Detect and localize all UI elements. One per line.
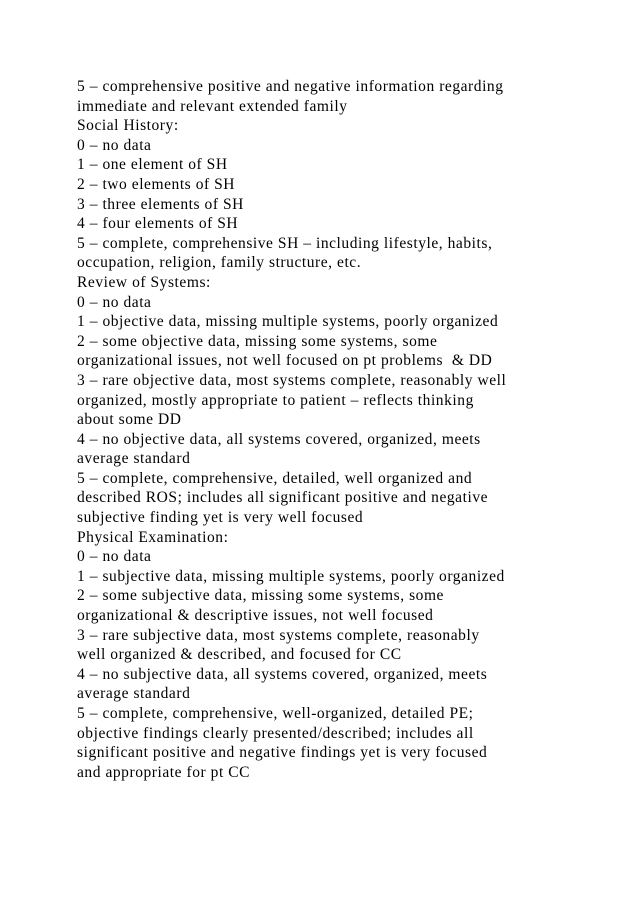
text-line: 2 – some subjective data, missing some systems, some xyxy=(77,587,444,605)
text-line: described ROS; includes all significant positive and negative xyxy=(77,489,489,507)
text-line: 0 – no data xyxy=(77,136,152,154)
text-line: and appropriate for pt CC xyxy=(77,763,251,781)
text-line: 2 – some objective data, missing some systems, some xyxy=(77,332,438,350)
text-line: organizational & descriptive issues, not well focused xyxy=(77,607,434,625)
text-line: 4 – no subjective data, all systems covered, organized, meets xyxy=(77,665,488,683)
text-line: 3 – rare subjective data, most systems complete, reasonably xyxy=(77,626,480,644)
text-line: 0 – no data xyxy=(77,548,152,566)
text-line: 5 – complete, comprehensive, well-organized, detailed PE; xyxy=(77,705,474,722)
text-line: objective findings clearly presented/described; includes all xyxy=(77,724,474,742)
text-line: 1 – one element of SH xyxy=(77,156,228,174)
text-line: organizational issues, not well focused on pt problems & DD xyxy=(77,352,493,370)
text-line: 5 – complete, comprehensive SH – including lifestyle, habits, xyxy=(77,234,493,252)
text-line: immediate and relevant extended family xyxy=(77,97,348,115)
text-line: occupation, religion, family structure, etc. xyxy=(77,254,362,272)
text-line: well organized & described, and focused for CC xyxy=(77,646,402,664)
text-line: 5 – comprehensive positive and negative information regarding xyxy=(77,78,504,95)
text-line: 5 – complete, comprehensive, detailed, well organized and xyxy=(77,469,473,487)
text-line: about some DD xyxy=(77,411,182,429)
text-line: average standard xyxy=(77,685,191,703)
text-line: 2 – two elements of SH xyxy=(77,175,236,193)
text-line: 4 – no objective data, all systems covered, organized, meets xyxy=(77,430,481,448)
section-heading-social-history: Social History: xyxy=(77,117,179,135)
text-line: 1 – objective data, missing multiple systems, poorly organized xyxy=(77,313,499,331)
section-heading-physical-examination: Physical Examination: xyxy=(77,528,229,546)
document-page xyxy=(77,77,617,782)
text-line: 1 – subjective data, missing multiple systems, poorly organized xyxy=(77,567,505,585)
text-line: 3 – three elements of SH xyxy=(77,195,244,213)
text-line: 4 – four elements of SH xyxy=(77,215,239,233)
text-line: significant positive and negative findings yet is very focused xyxy=(77,744,488,762)
text-line: average standard xyxy=(77,450,191,468)
section-heading-review-of-systems: Review of Systems: xyxy=(77,273,211,291)
text-line: 3 – rare objective data, most systems complete, reasonably well xyxy=(77,371,507,389)
text-line: organized, mostly appropriate to patient – reflects thinking xyxy=(77,391,474,409)
text-line: 0 – no data xyxy=(77,293,152,311)
text-line: subjective finding yet is very well focused xyxy=(77,509,364,527)
